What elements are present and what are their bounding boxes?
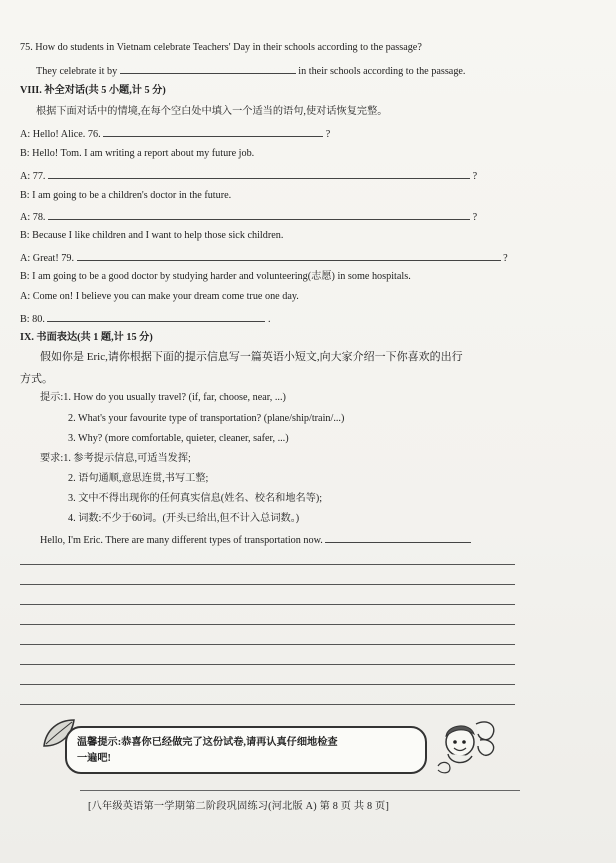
writing-line[interactable] [20,684,515,685]
writing-starter: Hello, I'm Eric. There are many different types of transportation now. [40,532,471,548]
requirement-2: 2. 语句通顺,意思连贯,书写工整; [68,473,209,484]
requirement-4: 4. 词数:不少于60词。(开头已给出,但不计入总词数。) [68,513,300,524]
answer-suffix: in their schools according to the passage. [298,66,466,77]
question-75: 75. How do students in Vietnam celebrate Teachers' Day in their schools according to the passage? [20,42,422,53]
dialogue-line: A: Come on! I believe you can make your dream come true one day. [20,291,299,302]
answer-78-blank[interactable] [48,209,470,220]
section-8-heading: VIII. 补全对话(共 5 小题,计 5 分) [20,85,166,96]
dialogue-line: B: Because I like children and I want to help those sick children. [20,230,284,241]
requirements-label: 要求: [40,453,64,464]
section-9-heading: IX. 书面表达(共 1 题,计 15 分) [20,332,153,343]
answer-75-blank[interactable] [120,63,296,74]
tip-line-1: 温馨提示:恭喜你已经做完了这份试卷,请再认真仔细地检查 [77,737,338,748]
footer-divider [80,790,520,791]
writing-line[interactable] [20,584,515,585]
answer-80-blank[interactable] [47,311,265,322]
hint-3: 3. Why? (more comfortable, quieter, cleaner, safer, ...) [68,433,289,444]
section-8-instruction: 根据下面对话中的情境,在每个空白处中填入一个适当的语句,使对话恢复完整。 [36,106,388,117]
answer-76-blank[interactable] [103,126,323,137]
section-9-intro-cont: 方式。 [20,373,53,385]
dialogue-line: B: Hello! Tom. I am writing a report about my future job. [20,148,255,159]
writing-first-blank[interactable] [325,532,471,543]
tip-box [65,726,427,774]
writing-line[interactable] [20,664,515,665]
dialogue-line: B: I am going to be a children's doctor in the future. [20,190,232,201]
angel-cartoon-icon [430,716,500,778]
hint-2: 2. What's your favourite type of transportation? (plane/ship/train/...) [68,413,345,424]
dialogue-line-76: A: Hello! Alice. 76. ? [20,126,330,142]
writing-line[interactable] [20,604,515,605]
answer-prefix: They celebrate it by [36,66,118,77]
requirement-1: 要求:1. 参考提示信息,可适当发挥; [40,453,191,464]
dialogue-line-79: A: Great! 79. ? [20,250,508,266]
writing-line[interactable] [20,564,515,565]
writing-line[interactable] [20,644,515,645]
tip-line-2: 一遍吧! [77,753,111,764]
writing-line[interactable] [20,704,515,705]
dialogue-line-77: A: 77. ? [20,168,477,184]
dialogue-line-80: B: 80. . [20,311,271,327]
writing-line[interactable] [20,624,515,625]
question-75-answer-line [36,63,465,79]
answer-79-blank[interactable] [77,250,501,261]
dialogue-line-78: A: 78. ? [20,209,477,225]
section-9-intro: 假如你是 Eric,请你根据下面的提示信息写一篇英语小短文,向大家介绍一下你喜欢的出行 [40,351,463,363]
page-footer: [八年级英语第一学期第二阶段巩固练习(河北版 A) 第 8 页 共 8 页] [88,801,390,812]
hint-1: 提示:1. How do you usually travel? (if, far, choose, near, ...) [40,392,286,403]
answer-77-blank[interactable] [48,168,470,179]
hints-label: 提示: [40,392,64,403]
dialogue-line: B: I am going to be a good doctor by studying harder and volunteering(志愿) in some hospitals. [20,271,411,282]
requirement-3: 3. 文中不得出现你的任何真实信息(姓名、校名和地名等); [68,493,323,504]
